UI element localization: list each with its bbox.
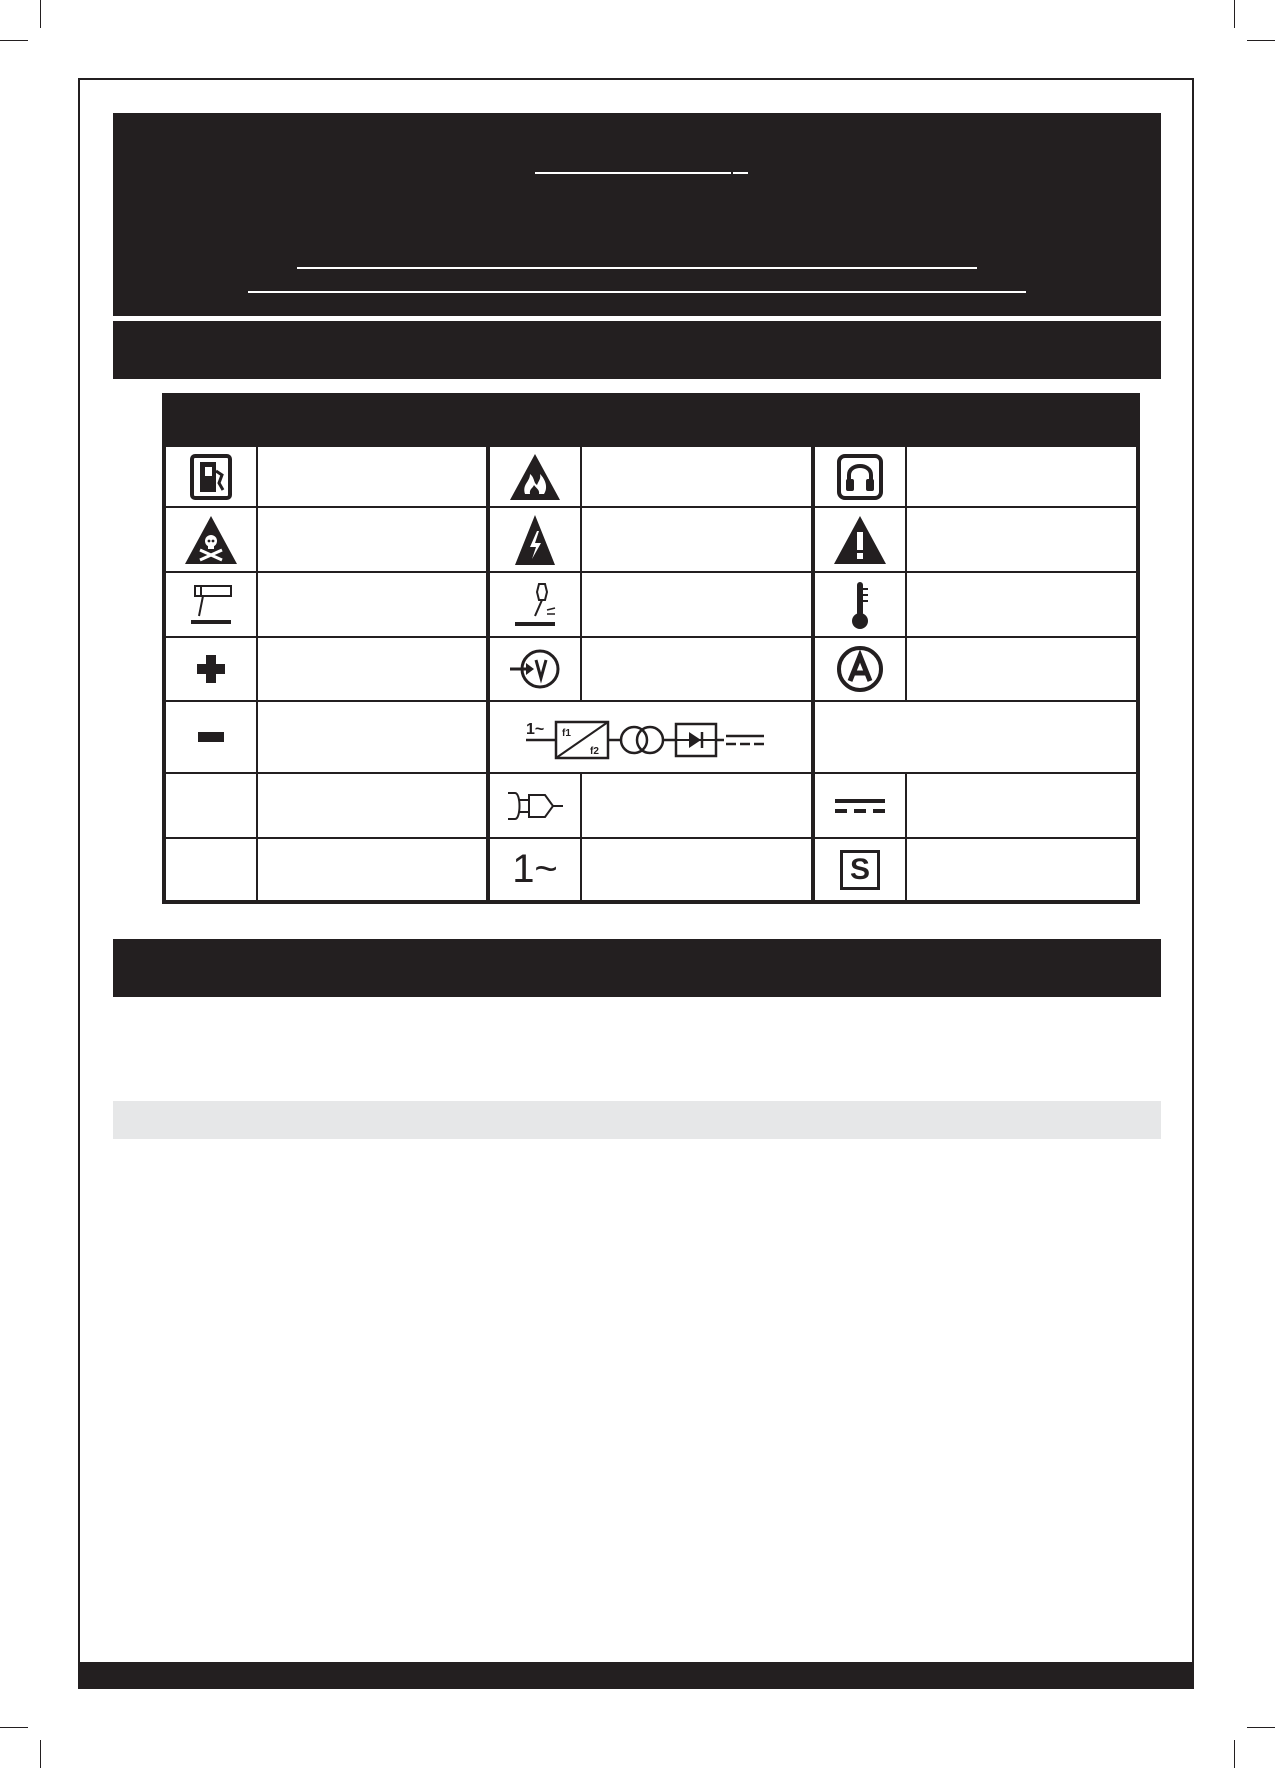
title-underline [535, 172, 731, 174]
symbol-label [907, 638, 1136, 700]
section-heading-second [113, 939, 1161, 997]
fire-hazard-icon [490, 447, 582, 506]
single-phase-glyph: 1~ [512, 847, 558, 891]
voltage-input-icon [490, 638, 582, 700]
tig-welding-icon [166, 573, 258, 636]
symbol-label [258, 508, 486, 571]
ampere-icon [815, 638, 907, 700]
single-phase-icon [490, 839, 582, 900]
blank-icon [166, 774, 258, 837]
symbols-table [162, 393, 1140, 904]
symbol-label [582, 839, 811, 900]
s-mark-icon [815, 839, 907, 900]
mma-electrode-icon [490, 573, 582, 636]
symbol-label [811, 702, 1136, 772]
electric-shock-icon [490, 508, 582, 571]
subtitle-underline-long [248, 291, 1026, 293]
table-header [166, 397, 1136, 447]
inverter-f1-label: f1 [561, 728, 571, 739]
section-heading-symbols [113, 321, 1161, 379]
power-plug-icon [490, 774, 582, 837]
crop-mark [0, 1727, 28, 1728]
symbol-label [258, 573, 486, 636]
general-warning-icon [815, 508, 907, 571]
subtitle-underline [297, 267, 977, 269]
inverter-phase-label: 1~ [525, 721, 544, 738]
footer-bar [78, 1662, 1194, 1689]
crop-mark [1247, 40, 1275, 41]
positive-terminal-icon [166, 638, 258, 700]
s-mark-glyph: S [849, 852, 870, 886]
crop-mark [1234, 1740, 1235, 1768]
symbol-label [258, 447, 486, 506]
inverter-diagram-icon [490, 702, 811, 772]
negative-terminal-icon [166, 702, 258, 772]
ear-protection-icon [815, 447, 907, 506]
symbol-label [907, 839, 1136, 900]
symbol-label [907, 774, 1136, 837]
symbol-label [907, 447, 1136, 506]
symbol-label [582, 508, 811, 571]
symbol-label [907, 508, 1136, 571]
crop-mark [40, 1740, 41, 1768]
toxic-hazard-icon [166, 508, 258, 571]
thermometer-icon [815, 573, 907, 636]
symbol-label [258, 638, 486, 700]
crop-mark [40, 0, 41, 28]
direct-current-icon [815, 774, 907, 837]
crop-mark [1247, 1727, 1275, 1728]
symbol-label [582, 447, 811, 506]
title-underline-tail [733, 172, 748, 174]
symbol-label [258, 702, 486, 772]
crop-mark [0, 40, 28, 41]
subsection-bar [113, 1101, 1161, 1139]
symbol-label [258, 774, 486, 837]
crop-mark [1234, 0, 1235, 28]
inverter-f2-label: f2 [589, 746, 599, 757]
blank-icon [166, 839, 258, 900]
symbol-label [582, 774, 811, 837]
symbol-label [582, 573, 811, 636]
symbol-label [907, 573, 1136, 636]
welding-helmet-icon [166, 447, 258, 506]
header-block [113, 113, 1161, 316]
symbol-label [258, 839, 486, 900]
symbol-label [582, 638, 811, 700]
